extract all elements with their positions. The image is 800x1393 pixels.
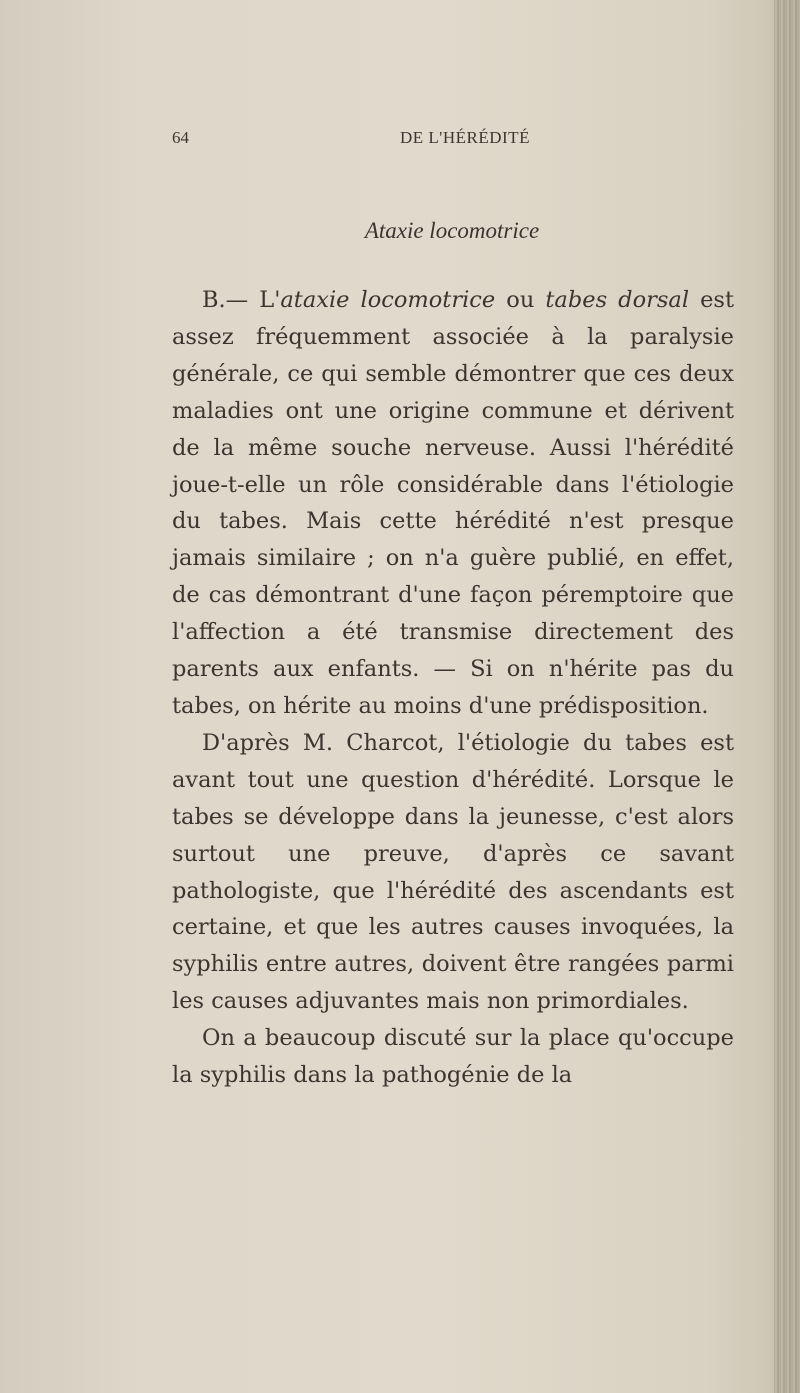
paragraph-1-rest: est assez fréquemment associée à la paralysie générale, ce qui semble démontrer que ces deux maladies ont une origine commune et dérivent de la même souche nerveuse. Aussi l'hérédité joue-t-elle un rôle considérable dans l'étiologie du tabes. Mais cette hérédité n'est presque jamais similaire ; on n'a guère publié, en effet, de cas démontrant d'une façon péremptoire que l'affection a été transmise directement des parents aux enfants. — Si on n'hérite pas du tabes, on hérite au moins d'une prédisposition. xyxy=(172,287,735,719)
paragraph-1-lead: B.— L' xyxy=(202,287,281,313)
paragraph-3: On a beaucoup discuté sur la place qu'occupe la syphilis dans la pathogénie de la xyxy=(172,1025,734,1089)
paragraph-2: D'après M. Charcot, l'étiologie du tabes est avant tout une question d'hérédité. Lorsque le tabes se développe dans la jeunesse, c'est alors surtout une preuve, d'après ce savant pathologiste, que l'hérédité des ascendants est certaine, et que les autres causes invoquées, la syphilis entre autres, doivent être rangées parmi les causes adjuvantes mais non primordiales. xyxy=(172,729,734,1015)
paragraph-1-term-1: ataxie locomotrice xyxy=(280,287,496,313)
page-edge xyxy=(774,0,800,1393)
page-number: 64 xyxy=(172,128,189,147)
paragraph-1 xyxy=(172,282,734,725)
body-text xyxy=(172,282,734,1094)
running-title: DE L'HÉRÉDITÉ xyxy=(400,128,530,147)
running-head xyxy=(172,128,732,158)
paragraph-1-mid: ou xyxy=(495,287,546,313)
section-title: Ataxie locomotrice xyxy=(364,218,540,243)
paragraph-1-term-2: tabes dorsal xyxy=(545,287,690,313)
